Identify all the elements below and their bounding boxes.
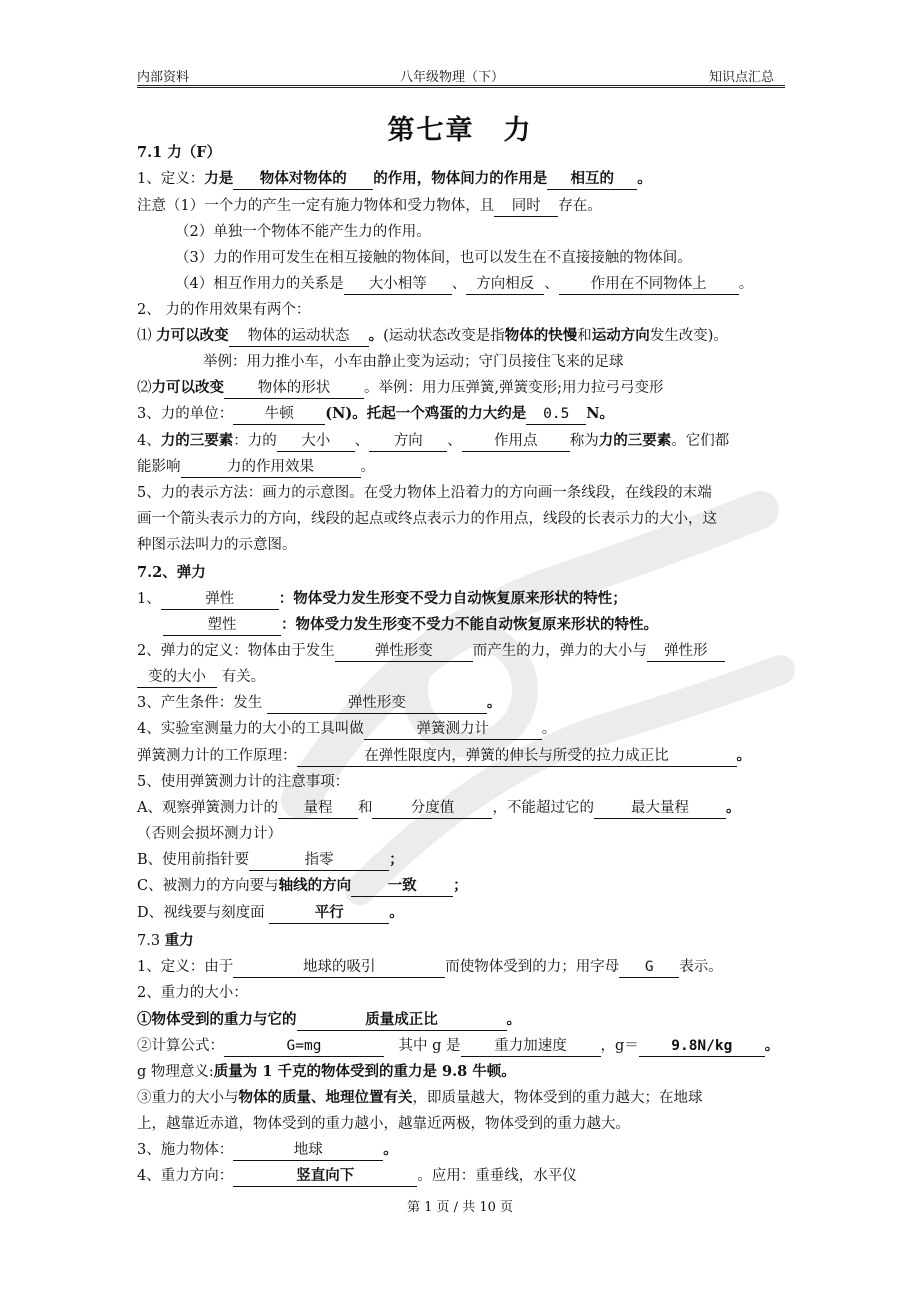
section-7-1-heading: 7.1 力（F） xyxy=(137,144,222,161)
gravity-size-heading: 2、重力的大小： xyxy=(137,985,248,1001)
effect-heading: 2、 力的作用效果有两个： xyxy=(137,302,311,318)
representation-3: 种图示法叫力的示意图。 xyxy=(137,537,297,553)
precaution-c: C、被测力的方向要与轴线的方向 一致 ； xyxy=(137,875,468,897)
section-7-2-heading: 7.2、弹力 xyxy=(137,564,206,581)
working-principle: 弹簧测力计的工作原理： 在弹性限度内，弹簧的伸长与所受的拉力成正比 。 xyxy=(137,745,751,767)
gravity-rule-1: ①物体受到的重力与它的 质量成正比 。 xyxy=(137,1009,521,1031)
gravity-rule-3: ③重力的大小与物体的质量、地理位置有关，即质量越大，物体受到的重力越大；在地球 xyxy=(137,1089,703,1106)
precaution-d: D、视线要与刻度面 平行 。 xyxy=(137,902,404,924)
elasticity: 1、 弹性 ：物体受力发生形变不受力自动恢复原来形状的特性； xyxy=(137,588,627,610)
representation-2: 画一个箭头表示力的方向，线段的起点或终点表示力的作用点，线段的长表示力的大小，这 xyxy=(137,511,717,527)
condition: 3、产生条件：发生 弹性形变 。 xyxy=(137,692,501,714)
header-right: 知识点汇总 xyxy=(709,70,775,85)
gravity-direction: 4、重力方向： 竖直向下 。应用：重垂线，水平仪 xyxy=(137,1165,577,1187)
plasticity: 塑性 ：物体受力发生形变不受力不能自动恢复原来形状的特性。 xyxy=(163,614,658,636)
gravity-rule-3-cont: 上，越靠近赤道，物体受到的重力越小，越靠近两极，物体受到的重力越大。 xyxy=(137,1116,630,1132)
three-elements-2: 能影响 力的作用效果 。 xyxy=(137,456,375,478)
effect-1-example: 举例：用力推小车，小车由静止变为运动；守门员接住飞来的足球 xyxy=(203,354,624,370)
elastic-force-definition-2: 变的大小 有关。 xyxy=(137,666,265,688)
header-rule-2 xyxy=(137,87,785,88)
page-number: 第 1 页 / 共 10 页 xyxy=(407,1200,513,1215)
g-meaning: g 物理意义:质量为 1 千克的物体受到的重力是 9.8 牛顿。 xyxy=(137,1063,516,1080)
elastic-force-definition: 2、弹力的定义：物体由于发生 弹性形变 而产生的力，弹力的大小与 弹性形 xyxy=(137,640,725,662)
note-1: 注意（1）一个力的产生一定有施力物体和受力物体，且 同时 存在。 xyxy=(137,195,602,217)
representation-1: 5、力的表示方法：画力的示意图。在受力物体上沿着力的方向画一条线段，在线段的末端 xyxy=(137,485,712,501)
definition-line: 1、定义：力是 物体对物体的 的作用，物体间力的作用是 相互的 。 xyxy=(137,168,652,190)
chapter-title: 第七章 力 xyxy=(387,115,533,146)
force-unit: 3、力的单位： 牛顿 (N)。托起一个鸡蛋的力大约是 0.5 N。 xyxy=(137,403,614,425)
measuring-tool: 4、实验室测量力的大小的工具叫做 弹簧测力计 。 xyxy=(137,718,556,740)
note-4: （4）相互作用力的关系是 大小相等 、 方向相反 、 作用在不同物体上 。 xyxy=(175,273,753,295)
three-elements: 4、力的三要素：力的 大小 、 方向 、 作用点 称为力的三要素。它们都 xyxy=(137,430,729,452)
gravity-formula: ②计算公式： G=mg 其中 g 是 重力加速度 ，g＝ 9.8N/kg 。 xyxy=(137,1035,779,1057)
precautions-heading: 5、使用弹簧测力计的注意事项： xyxy=(137,774,350,790)
precaution-a: A、观察弹簧测力计的 量程 和 分度值 ，不能超过它的 最大量程 。 xyxy=(137,797,740,819)
precaution-b: B、使用前指针要 指零 ； xyxy=(137,849,404,871)
precaution-a-note: （否则会损坏测力计） xyxy=(137,826,282,842)
header-rule xyxy=(137,85,785,86)
gravity-definition: 1、定义：由于 地球的吸引 而使物体受到的力；用字母 G 表示。 xyxy=(137,956,723,978)
section-7-3-heading: 7.3 重力 xyxy=(137,932,194,949)
effect-1: ⑴ 力可以改变 物体的运动状态 。(运动状态改变是指物体的快慢和运动方向发生改变)。 xyxy=(137,325,728,347)
gravity-source: 3、施力物体： 地球 。 xyxy=(137,1139,398,1161)
effect-2: ⑵力可以改变 物体的形状 。举例：用力压弹簧,弹簧变形;用力拉弓弓变形 xyxy=(137,377,664,399)
header-left: 内部资料 xyxy=(137,70,190,85)
note-3: （3）力的作用可发生在相互接触的物体间，也可以发生在不直接接触的物体间。 xyxy=(175,250,692,266)
note-2: （2）单独一个物体不能产生力的作用。 xyxy=(175,224,431,240)
header-center: 八年级物理（下） xyxy=(400,70,505,85)
